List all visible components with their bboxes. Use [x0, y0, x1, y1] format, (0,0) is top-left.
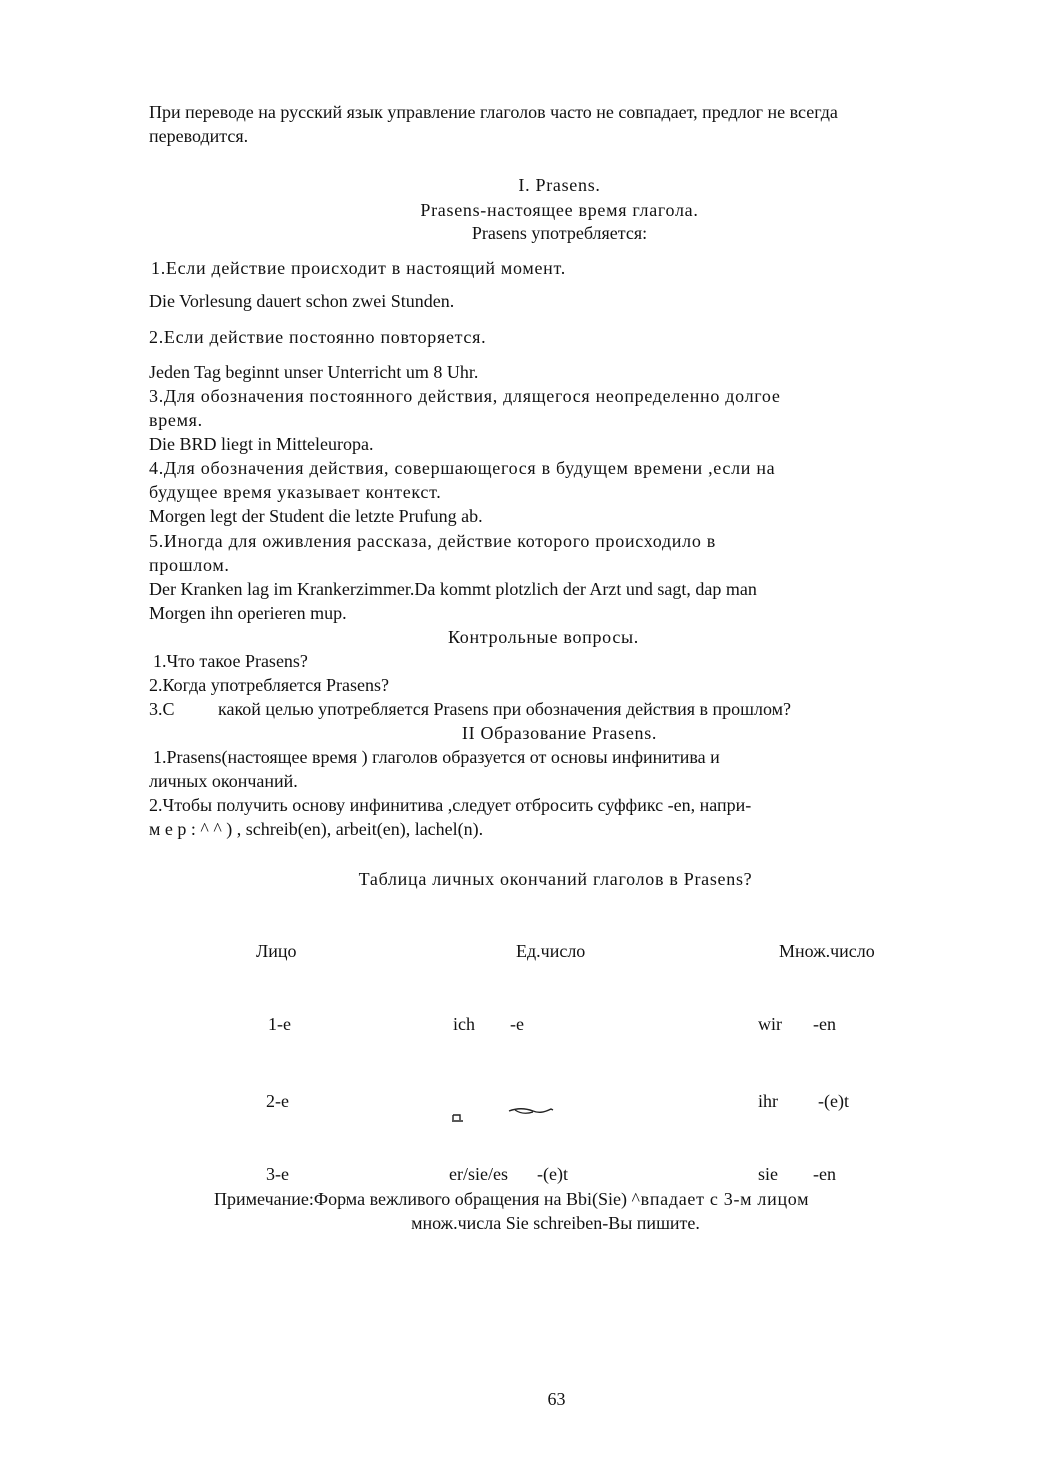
example-words: schreib(en), arbeit(en), lachel(n). — [241, 819, 484, 839]
usage-example-5-line-1: Der Kranken lag im Krankerzimmer.Da kommt plotzlich der Arzt und sagt, dap man — [149, 579, 757, 599]
usage-point-5-line-1: 5.Иногда для оживления рассказа, действие которого происходило в — [149, 531, 716, 551]
table-row-1-singular-ending: -e — [510, 1014, 524, 1034]
note-line-1-end: ^впадает с 3-м лицом — [631, 1189, 810, 1209]
table-row-3-singular-ending: -(e)t — [537, 1164, 568, 1184]
page-number: 63 — [547, 1389, 566, 1409]
usage-point-5-line-2: прошлом. — [149, 555, 230, 575]
usage-title: Prasens употребляется: — [471, 223, 648, 243]
usage-example-1: Die Vorlesung dauert schon zwei Stunden. — [149, 291, 455, 311]
usage-example-3: Die BRD liegt in Mitteleuropa. — [149, 434, 374, 454]
section-2-point-2-line-1: 2.Чтобы получить основу инфинитива ,следует отбросить суффикс -en, напри- — [149, 795, 752, 815]
usage-point-4-line-2: будущее время указывает контекст. — [149, 482, 442, 502]
table-title: Таблица личных окончаний глаголов в Prasens? — [358, 869, 753, 889]
question-1: 1.Что такое Prasens? — [153, 651, 308, 671]
usage-point-4-line-1: 4.Для обозначения действия, совершающегося в будущем времени ,если на — [149, 458, 776, 478]
usage-point-1: 1.Если действие происходит в настоящий момент. — [151, 258, 566, 278]
question-3-number: 3.С — [149, 699, 175, 719]
section-1-heading: I. Prasens. — [518, 175, 601, 195]
usage-example-5-line-2: Morgen ihn operieren mup. — [149, 603, 347, 623]
table-row-2-plural-ending: -(e)t — [818, 1091, 849, 1111]
section-2-point-1-line-1: 1.Prasens(настоящее время ) глаголов образуется от основы инфинитива и — [153, 747, 720, 767]
table-header-singular: Ед.число — [516, 941, 586, 961]
table-row-1-person: 1-е — [268, 1014, 291, 1034]
section-2-point-1-line-2: личных окончаний. — [149, 771, 298, 791]
section-2-heading: II Образование Prasens. — [461, 723, 658, 743]
note-line-2: множ.числа Sie schreiben-Вы пишите. — [411, 1213, 700, 1233]
section-1-subheading: Prasens-настоящее время глагола. — [420, 200, 699, 220]
question-2: 2.Когда употребляется Prasens? — [149, 675, 390, 695]
usage-point-3-line-2: время. — [149, 410, 203, 430]
table-row-1-plural-pronoun: wir — [758, 1014, 782, 1034]
table-row-3-person: 3-е — [266, 1164, 289, 1184]
table-row-1-plural-ending: -en — [813, 1014, 836, 1034]
usage-example-2: Jeden Tag beginnt unser Unterricht um 8 Uhr. — [149, 362, 479, 382]
scribble-mark — [449, 1101, 561, 1123]
intro-line-2: переводится. — [149, 126, 249, 146]
table-row-2-plural-pronoun: ihr — [758, 1091, 778, 1111]
example-prefix: м е р : ^ ^ ) , — [149, 819, 242, 839]
question-3-text: какой целью употребляется Prasens при обозначения действия в прошлом? — [218, 699, 792, 719]
table-row-2-person: 2-е — [266, 1091, 289, 1111]
table-row-1-singular-pronoun: ich — [453, 1014, 475, 1034]
section-2-point-2-line-2 — [149, 818, 483, 840]
usage-example-4: Morgen legt der Student die letzte Prufung ab. — [149, 506, 483, 526]
note-line-1 — [214, 1188, 809, 1210]
table-row-3-plural-ending: -en — [813, 1164, 836, 1184]
usage-point-3-line-1: 3.Для обозначения постоянного действия, длящегося неопределенно долгое — [149, 386, 781, 406]
note-line-1-start: Примечание:Форма вежливого обращения на Bbi(Sie) — [214, 1189, 632, 1209]
table-header-plural: Множ.число — [779, 941, 875, 961]
table-row-3-singular-pronoun: er/sie/es — [449, 1164, 508, 1184]
questions-title: Контрольные вопросы. — [447, 627, 640, 647]
usage-point-2: 2.Если действие постоянно повторяется. — [149, 327, 487, 347]
intro-line-1: При переводе на русский язык управление глаголов часто не совпадает, предлог не всегда — [149, 102, 838, 122]
table-header-person: Лицо — [256, 941, 297, 961]
table-row-3-plural-pronoun: sie — [758, 1164, 778, 1184]
